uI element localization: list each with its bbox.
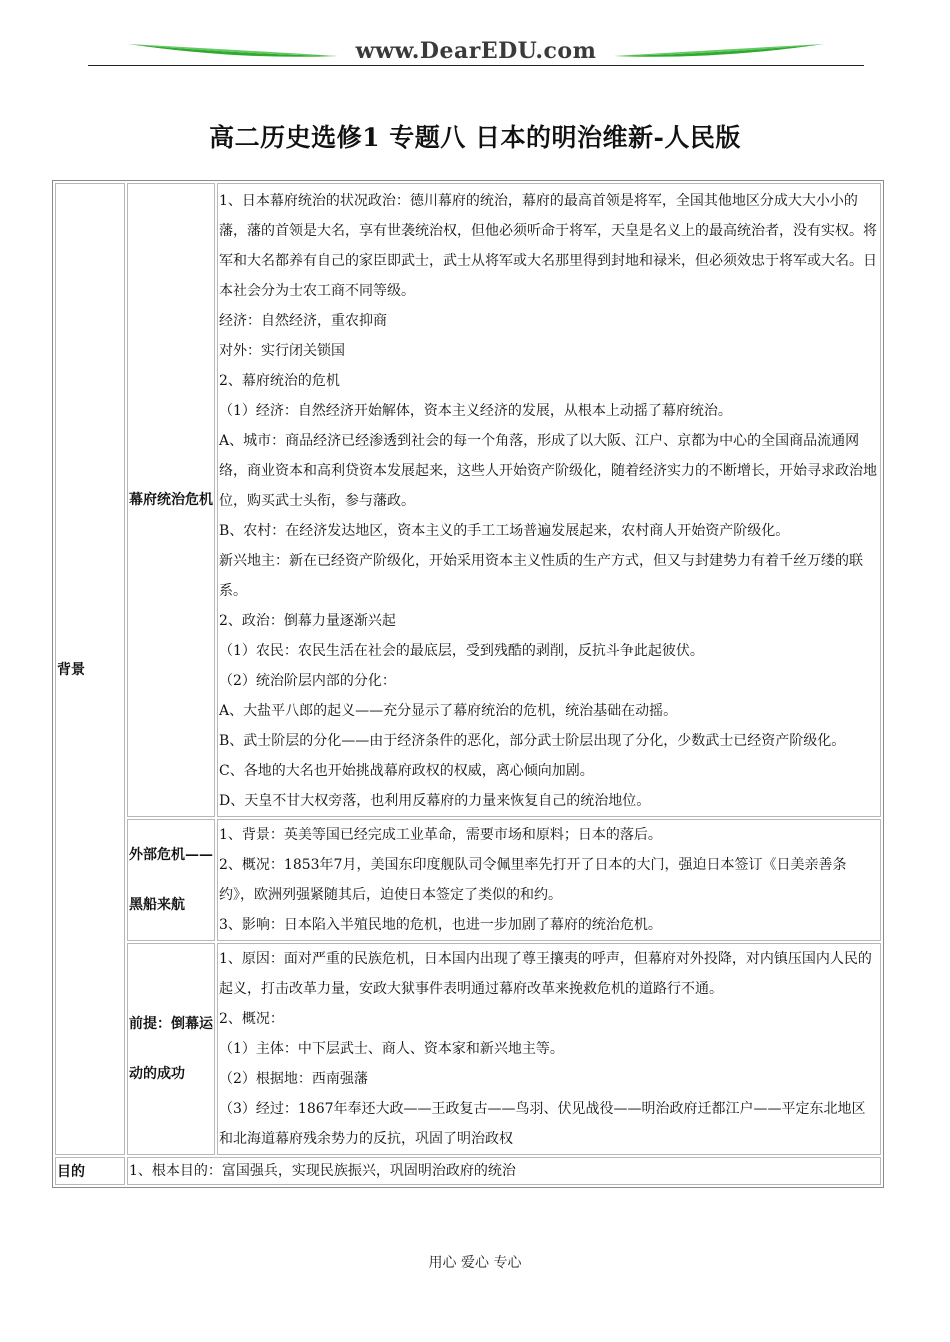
section-label-purpose: 目的 [55, 1157, 125, 1185]
header-divider [88, 65, 864, 66]
subsection-content [217, 943, 881, 1155]
site-name: www.DearEDU.com [355, 38, 597, 64]
paragraph: （1）农民：农民生活在社会的最底层，受到残酷的剥削，反抗斗争此起彼伏。 [219, 643, 704, 659]
paragraph: B、农村：在经济发达地区，资本主义的手工工场普遍发展起来，农村商人开始资产阶级化。 [219, 523, 790, 539]
paragraph: C、各地的大名也开始挑战幕府政权的权威，离心倾向加剧。 [219, 763, 594, 779]
paragraph: （1）经济：自然经济开始解体，资本主义经济的发展，从根本上动摇了幕府统治。 [219, 403, 732, 419]
paragraph: （2）根据地：西南强藩 [219, 1071, 368, 1087]
paragraph: 新兴地主：新在已经资产阶级化，开始采用资本主义性质的生产方式，但又与封建势力有着千丝万缕的联系。 [219, 553, 863, 599]
paragraph: D、天皇不甘大权旁落，也利用反幕府的力量来恢复自己的统治地位。 [219, 793, 651, 809]
table-row [55, 1157, 881, 1185]
paragraph: 对外：实行闭关锁国 [219, 343, 345, 359]
paragraph: 经济：自然经济，重农抑商 [219, 313, 387, 329]
table-row [55, 943, 881, 1155]
paragraph: 3、影响：日本陷入半殖民地的危机，也进一步加剧了幕府的统治危机。 [219, 917, 662, 933]
paragraph: 2、政治：倒幕力量逐渐兴起 [219, 613, 396, 629]
paragraph: （3）经过：1867年奉还大政——王政复古——鸟羽、伏见战役——明治政府迁都江户——平定东北地区和北海道幕府残余势力的反抗，巩固了明治政权 [219, 1101, 866, 1147]
subsection-label: 幕府统治危机 [127, 183, 215, 817]
subsection-content [217, 819, 881, 941]
paragraph: A、城市：商品经济已经渗透到社会的每一个角落，形成了以大阪、江户、京都为中心的全国商品流通网络，商业资本和高利贷资本发展起来，这些人开始资产阶级化，随着经济实力的不断增长，开始寻求政治地位，购买武士头衔，参与藩政。 [219, 433, 877, 509]
paragraph: （2）统治阶层内部的分化： [219, 673, 396, 689]
purpose-content: 1、根本目的：富国强兵，实现民族振兴，巩固明治政府的统治 [127, 1157, 881, 1185]
table-row [55, 183, 881, 817]
subsection-content [217, 183, 881, 817]
paragraph: A、大盐平八郎的起义——充分显示了幕府统治的危机，统治基础在动摇。 [219, 703, 678, 719]
paragraph: 2、幕府统治的危机 [219, 373, 340, 389]
table-row [55, 819, 881, 941]
subsection-label: 前提：倒幕运动的成功 [127, 943, 215, 1155]
paragraph: 1、背景：英美等国已经完成工业革命，需要市场和原料；日本的落后。 [219, 827, 662, 843]
paragraph: （1）主体：中下层武士、商人、资本家和新兴地主等。 [219, 1041, 564, 1057]
section-label-background: 背景 [55, 183, 125, 1155]
paragraph: 2、概况：1853年7月，美国东印度舰队司令佩里率先打开了日本的大门，强迫日本签订《日美亲善条约》，欧洲列强紧随其后，迫使日本签定了类似的和约。 [219, 857, 847, 903]
paragraph: B、武士阶层的分化——由于经济条件的恶化，部分武士阶层出现了分化，少数武士已经资产阶级化。 [219, 733, 846, 749]
paragraph: 1、日本幕府统治的状况政治：德川幕府的统治，幕府的最高首领是将军，全国其他地区分成大大小小的藩，藩的首领是大名，享有世袭统治权，但他必须听命于将军，天皇是名义上的最高统治者，没有实权。将军和大名都养有自己的家臣即武士，武士从将军或大名那里得到封地和禄米，但必须效忠于将军或大名。日本社会分为士农工商不同等级。 [219, 193, 877, 299]
paragraph: 2、概况： [219, 1011, 284, 1027]
subsection-label: 外部危机——黑船来航 [127, 819, 215, 941]
content-table [52, 180, 884, 1188]
paragraph: 1、原因：面对严重的民族危机，日本国内出现了尊王攘夷的呼声，但幕府对外投降，对内镇压国内人民的起义，打击改革力量，安政大狱事件表明通过幕府改革来挽救危机的道路行不通。 [219, 951, 872, 997]
page-footer: 用心 爱心 专心 [428, 1255, 522, 1271]
page-title: 高二历史选修1 专题八 日本的明治维新-人民版 [209, 123, 741, 152]
